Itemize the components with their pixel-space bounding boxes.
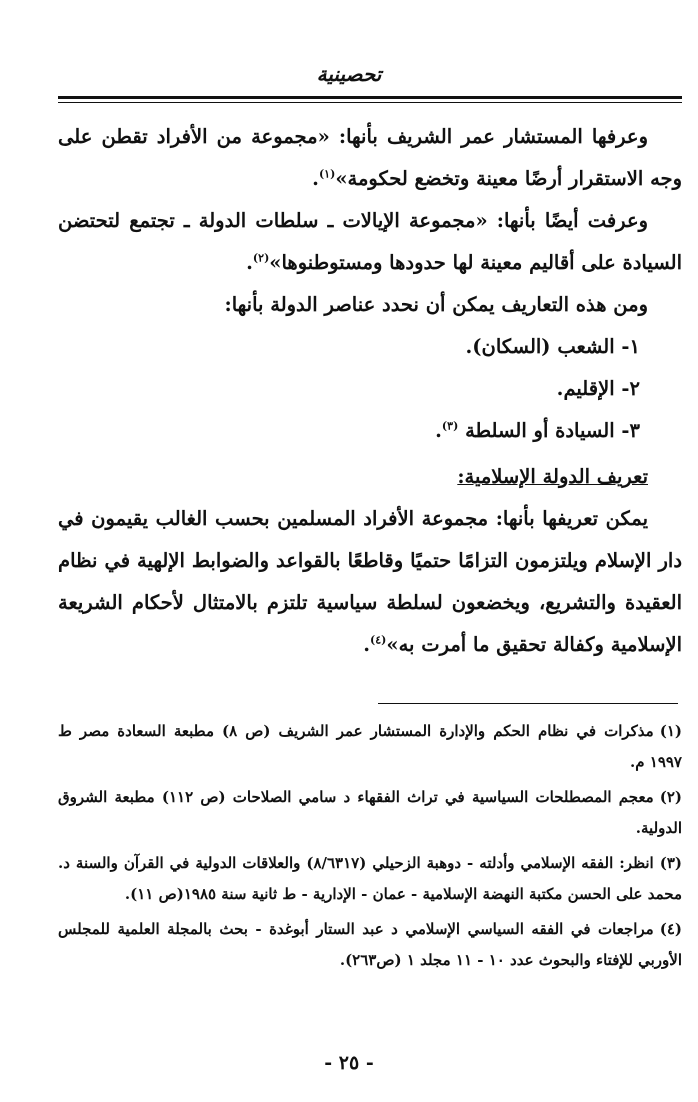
footnote-text: مراجعات في الفقه السياسي الإسلامي د عبد الستار أبوغدة - بحث بالمجلة العلمية للمجلس الأوربي للإفتاء والبحوث عدد ١٠ - ١١ مجلد ١ (ص٢٦٣). xyxy=(58,920,682,969)
footnote-text: انظر: الفقه الإسلامي وأدلته - دوهبة الزحيلي (٨/٦٣١٧) والعلاقات الدولية في القرآن والسنة د. محمد على الحسن مكتبة النهضة الإسلامية - عمان - الإدارية - ط ثانية سنة ١٩٨٥(ص ١١). xyxy=(58,854,682,903)
footnote-2 xyxy=(58,782,682,844)
footnote-1 xyxy=(58,716,682,778)
footnote-text: مذكرات في نظام الحكم والإدارة المستشار عمر الشريف (ص ٨) مطبعة السعادة مصر ط ١٩٩٧ م. xyxy=(58,722,682,771)
footnote-4 xyxy=(58,914,682,976)
paragraph-text: وعرفت أيضًا بأنها: «مجموعة الإيالات ـ سلطات الدولة ـ تجتمع لتحتضن السيادة على أقاليم معينة لها حدودها ومستوطنوها» xyxy=(58,209,682,274)
footnote-ref: (١) xyxy=(318,167,336,181)
paragraph-islamic-state-definition: يمكن تعريفها بأنها: مجموعة الأفراد المسلمين بحسب الغالب يقيمون في دار الإسلام ويلتزمون التزامًا حتميًا وقاطعًا بالقواعد والضوابط الإلهية في نظام العقيدة والتشريع، ويخضعون لسلطة سياسية تلتزم بالامتثال لأحكام الشريعة الإسلامية وكفالة تحقيق ما أمرت به»$^{(٤)}$. xyxy=(58,507,682,656)
paragraph-definition-2: وعرفت أيضًا بأنها: «مجموعة الإيالات ـ سلطات الدولة ـ تجتمع لتحتضن السيادة على أقاليم معينة لها حدودها ومستوطنوها»$^{(٢)}$. xyxy=(58,209,682,274)
list-item-people: ١- الشعب (السكان). xyxy=(465,335,640,358)
paragraph-text: وعرفها المستشار عمر الشريف بأنها: «مجموعة من الأفراد تقطن على وجه الاستقرار أرضًا معينة وتخضع لحكومة» xyxy=(58,125,682,190)
footnote-text: معجم المصطلحات السياسية في تراث الفقهاء د سامي الصلاحات (ص ١١٢) مطبعة الشروق الدولية. xyxy=(58,788,682,837)
list-item-text: ٣- السيادة أو السلطة xyxy=(465,419,640,442)
footnote-ref: (٢) xyxy=(252,251,270,265)
header-rule-thin xyxy=(58,102,682,103)
footnote-separator xyxy=(378,703,678,704)
paragraph-text: يمكن تعريفها بأنها: مجموعة الأفراد المسلمين بحسب الغالب يقيمون في دار الإسلام ويلتزمون التزامًا حتميًا وقاطعًا بالقواعد والضوابط الإلهية في نظام العقيدة والتشريع، ويخضعون لسلطة سياسية تلتزم بالامتثال لأحكام الشريعة الإسلامية وكفالة تحقيق ما أمرت به» xyxy=(58,507,682,656)
footnote-3 xyxy=(58,848,682,910)
paragraph-definition-1: وعرفها المستشار عمر الشريف بأنها: «مجموعة من الأفراد تقطن على وجه الاستقرار أرضًا معينة وتخضع لحكومة»$^{(١)}$. xyxy=(58,125,682,190)
footnote-number: (٣) xyxy=(659,854,683,872)
footnote-number: (٢) xyxy=(659,788,682,806)
footnote-ref: (٣) xyxy=(441,419,459,433)
footnote-number: (٤) xyxy=(659,920,682,938)
footnotes xyxy=(58,716,682,980)
list-item-territory: ٢- الإقليم. xyxy=(556,377,640,400)
list-item-sovereignty: ٣- السيادة أو السلطة $^{(٣)}$. xyxy=(435,419,640,442)
header-rule xyxy=(58,96,682,99)
footnote-ref: (٤) xyxy=(370,633,387,647)
running-header-title: تحصينية xyxy=(316,62,382,86)
paragraph-elements-intro: ومن هذه التعاريف يمكن أن نحدد عناصر الدولة بأنها: xyxy=(224,293,648,316)
main-text xyxy=(58,116,682,666)
footnote-number: (١) xyxy=(659,722,682,740)
section-heading: تعريف الدولة الإسلامية: xyxy=(457,465,648,488)
page-number: - ٢٥ - xyxy=(324,1052,374,1074)
